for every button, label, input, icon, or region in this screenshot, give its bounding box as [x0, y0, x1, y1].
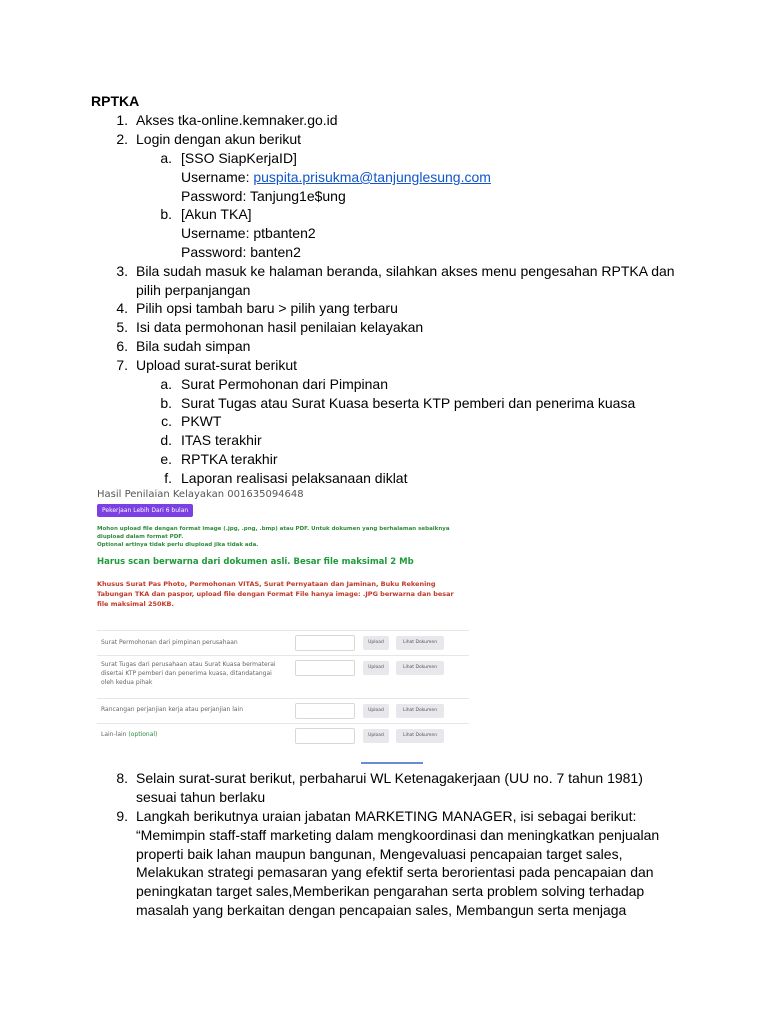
- row-label: Surat Permohonan dari pimpinan perusahaan: [101, 639, 238, 646]
- sub-letter: b.: [160, 395, 172, 411]
- screenshot-title: Hasil Penilaian Kelayakan 001635094648: [97, 489, 304, 500]
- table-row: [97, 723, 469, 750]
- username-label: Username:: [181, 169, 254, 185]
- step-number: 8.: [116, 770, 128, 786]
- scroll-indicator: [361, 762, 423, 764]
- email-link[interactable]: puspita.prisukma@tanjunglesung.com: [253, 169, 491, 185]
- file-input[interactable]: [295, 703, 355, 719]
- step-text: Bila sudah masuk ke halaman beranda, silahkan akses menu pengesahan RPTKA dan: [136, 263, 675, 279]
- step-text: Langkah berikutnya uraian jabatan MARKETING MANAGER, isi sebagai berikut:: [136, 808, 637, 824]
- step-number: 5.: [116, 319, 128, 335]
- username-label: Username:: [181, 225, 254, 241]
- upload-button[interactable]: Upload: [363, 704, 389, 718]
- upload-item-text: RPTKA terakhir: [181, 451, 278, 467]
- status-badge: Pekerjaan Lebih Dari 6 bulan: [97, 504, 193, 517]
- view-document-button[interactable]: Lihat Dokumen: [396, 636, 444, 650]
- step-number: 3.: [116, 263, 128, 279]
- row-label: [101, 730, 281, 739]
- note-line: Mohon upload file dengan format image (.jpg, .png, .bmp) atau PDF. Untuk dokumen yang berhalaman sebaiknya: [97, 526, 450, 532]
- upload-item-text: PKWT: [181, 413, 222, 429]
- file-input[interactable]: [295, 728, 355, 744]
- sub-letter: f.: [164, 470, 172, 486]
- sub-letter: a.: [160, 376, 172, 392]
- table-row: [97, 655, 469, 699]
- account-name: [Akun TKA]: [181, 206, 252, 222]
- note-line: diupload dalam format PDF.: [97, 534, 184, 540]
- step-text: Login dengan akun berikut: [136, 131, 302, 147]
- table-row: [97, 630, 469, 655]
- upload-button[interactable]: Upload: [363, 729, 389, 743]
- step-text: Akses tka-online.kemnaker.go.id: [136, 112, 338, 128]
- step-text: sesuai tahun berlaku: [136, 789, 266, 805]
- password-text: Password: banten2: [181, 244, 301, 260]
- embedded-screenshot: [91, 487, 471, 752]
- row-label: Rancangan perjanjian kerja atau perjanjian lain: [101, 706, 244, 713]
- step-text: peningkatan target sales,Memberikan pengarahan serta problem solving terhadap: [136, 883, 645, 899]
- upload-item-text: Surat Tugas atau Surat Kuasa beserta KTP pemberi dan penerima kuasa: [181, 395, 636, 411]
- step-number: 4.: [116, 300, 128, 316]
- step-number: 6.: [116, 338, 128, 354]
- step-text: “Memimpin staff-staff marketing dalam mengkoordinasi dan meningkatkan penjualan: [136, 827, 660, 843]
- step-text: properti baik lahan maupun bangunan, Mengevaluasi pencapaian target sales,: [136, 846, 623, 862]
- view-document-button[interactable]: Lihat Dokumen: [396, 704, 444, 718]
- password-text: Password: Tanjung1e$ung: [181, 188, 346, 204]
- optional-tag: (optional): [128, 731, 158, 738]
- sub-letter: d.: [160, 432, 172, 448]
- step-number: 2.: [116, 131, 128, 147]
- upload-button[interactable]: Upload: [363, 636, 389, 650]
- special-file-warning: Khusus Surat Pas Photo, Permohonan VITAS, Surat Pernyataan dan Jaminan, Buku Rekening Tabungan TKA dan paspor, upload file dengan Format File hanya image: .JPG berwarna dan besar file maksimal 250KB.: [97, 580, 454, 608]
- sub-letter: a.: [160, 150, 172, 166]
- step-text: Melakukan strategi pemasaran yang efektif serta berorientasi pada pencapaian dan: [136, 864, 654, 880]
- step-text: Pilih opsi tambah baru > pilih yang terbaru: [136, 300, 398, 316]
- upload-format-note: [97, 525, 467, 549]
- upload-button[interactable]: Upload: [363, 661, 389, 675]
- sub-letter: c.: [161, 413, 172, 429]
- step-number: 1.: [116, 112, 128, 128]
- sub-letter: e.: [160, 451, 172, 467]
- step-text: Upload surat-surat berikut: [136, 357, 298, 373]
- row-label: Surat Tugas dari perusahaan atau Surat Kuasa bermaterai disertai KTP pemberi dan penerima kuasa, ditandatangai oleh kedua pihak: [101, 661, 276, 686]
- view-document-button[interactable]: Lihat Dokumen: [396, 661, 444, 675]
- note-line: Optional artinya tidak perlu diupload jika tidak ada.: [97, 542, 259, 548]
- username-value: ptbanten2: [253, 225, 316, 241]
- sub-letter: b.: [160, 206, 172, 222]
- scan-warning: Harus scan berwarna dari dokumen asli. Besar file maksimal 2 Mb: [97, 557, 414, 567]
- upload-item-text: ITAS terakhir: [181, 432, 262, 448]
- file-input[interactable]: [295, 660, 355, 676]
- upload-item-text: Surat Permohonan dari Pimpinan: [181, 376, 389, 392]
- table-row: [97, 698, 469, 724]
- step-text: Selain surat-surat berikut, perbaharui WL Ketenagakerjaan (UU no. 7 tahun 1981): [136, 770, 643, 786]
- account-name: [SSO SiapKerjaID]: [181, 150, 297, 166]
- file-input[interactable]: [295, 635, 355, 651]
- step-text: Bila sudah simpan: [136, 338, 251, 354]
- step-text: masalah yang berkaitan dengan pencapaian sales, Membangun serta menjaga: [136, 902, 627, 918]
- step-text: Isi data permohonan hasil penilaian kelayakan: [136, 319, 424, 335]
- upload-item-text: Laporan realisasi pelaksanaan diklat: [181, 470, 408, 486]
- step-text: pilih perpanjangan: [136, 282, 251, 298]
- document-title: RPTKA: [91, 93, 140, 109]
- step-number: 9.: [116, 808, 128, 824]
- row-label-text: Lain-lain: [101, 731, 127, 738]
- step-number: 7.: [116, 357, 128, 373]
- view-document-button[interactable]: Lihat Dokumen: [396, 729, 444, 743]
